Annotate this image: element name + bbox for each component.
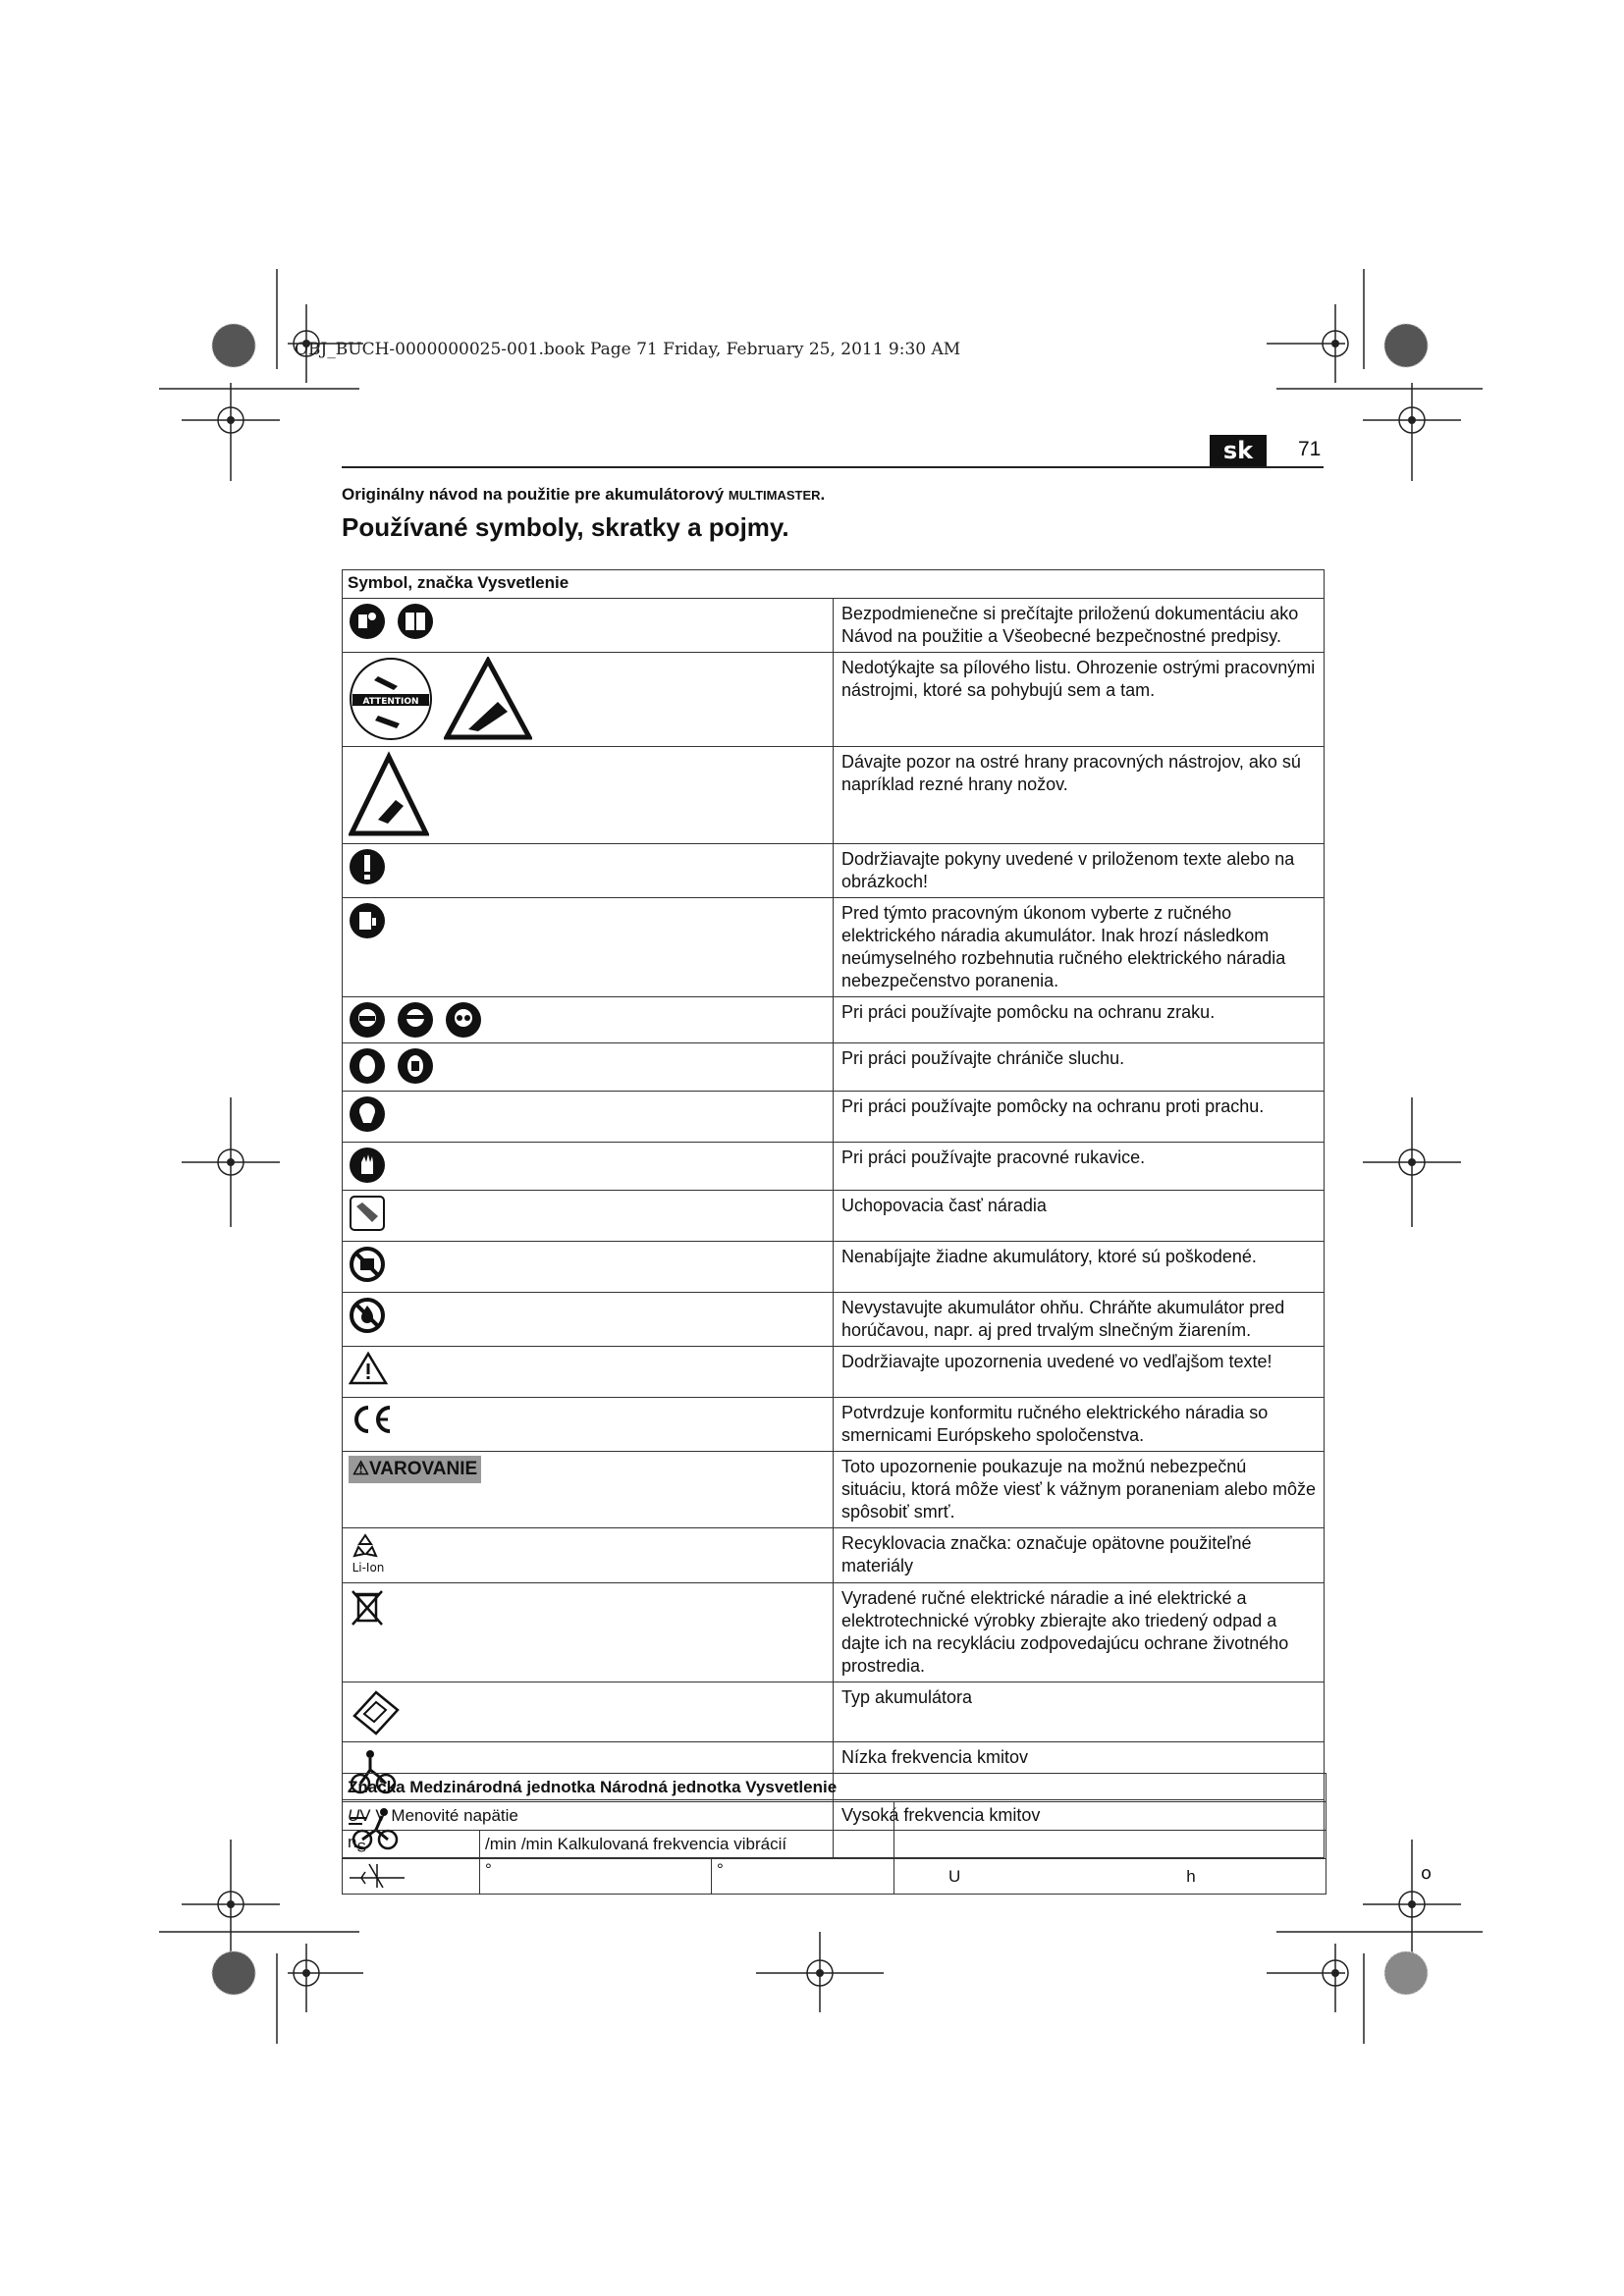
no-damaged-battery-icon bbox=[349, 1246, 386, 1283]
table-row bbox=[343, 747, 1325, 844]
table-row bbox=[343, 997, 1325, 1043]
symbol-description: Dávajte pozor na ostré hrany pracovných nástrojov, ako sú napríklad rezné hrany nožov. bbox=[834, 747, 1325, 844]
icon-cell bbox=[343, 1143, 834, 1191]
voltage-rest: V V Menovité napätie bbox=[359, 1806, 518, 1825]
symbol-description: Potvrdzuje konformitu ručného elektrického náradia so smernicami Európskeho spoločenstva. bbox=[834, 1398, 1325, 1452]
read-manual-icon bbox=[349, 603, 386, 640]
attention-blade-icon bbox=[349, 657, 433, 741]
table-row bbox=[343, 1859, 1326, 1895]
page-title: Používané symboly, skratky a pojmy. bbox=[342, 512, 789, 542]
empty-cell bbox=[894, 1831, 1326, 1859]
icon-cell bbox=[343, 1398, 834, 1452]
varovanie-label-icon: ⚠VAROVANIE bbox=[349, 1456, 481, 1483]
symbol-description: Toto upozornenie poukazuje na možnú nebezpečnú situáciu, ktorá môže viesť k vážnym poraneniam alebo môže spôsobiť smrť. bbox=[834, 1452, 1325, 1528]
goggles-icon bbox=[349, 1001, 386, 1039]
symbol-description: Pri práci používajte pomôcky na ochranu proti prachu. bbox=[834, 1092, 1325, 1143]
table-row bbox=[343, 1682, 1325, 1742]
sharp-tool-warning-icon bbox=[444, 657, 532, 741]
symbol-description: Dodržiavajte pokyny uvedené v priloženom texte alebo na obrázkoch! bbox=[834, 844, 1325, 898]
table-row bbox=[343, 1092, 1325, 1143]
table-row bbox=[343, 1242, 1325, 1293]
symbol-description: Typ akumulátora bbox=[834, 1682, 1325, 1742]
speed-symbol-sub: S bbox=[356, 1840, 366, 1856]
empty-cell bbox=[894, 1802, 1326, 1831]
symbol-description: Nevystavujte akumulátor ohňu. Chráňte akumulátor pred horúčavou, napr. aj pred trvalým slnečným žiarením. bbox=[834, 1293, 1325, 1347]
table-row bbox=[343, 1347, 1325, 1398]
symbol-description: Bezpodmienečne si prečítajte priloženú dokumentáciu ako Návod na použitie a Všeobecné bezpečnostné predpisy. bbox=[834, 599, 1325, 653]
symbol-table-header-cell: Symbol, značka Vysvetlenie bbox=[343, 570, 1325, 599]
remove-battery-icon bbox=[349, 902, 386, 939]
voltage-symbol: U bbox=[348, 1806, 360, 1825]
angle-h: h bbox=[1186, 1866, 1196, 1886]
symbol-description: Nízka frekvencia kmitov bbox=[834, 1742, 1325, 1800]
units-table-header bbox=[343, 1774, 1326, 1802]
ce-mark-icon bbox=[349, 1402, 394, 1437]
symbol-description: Pri práci používajte chrániče sluchu. bbox=[834, 1043, 1325, 1092]
icon-cell bbox=[343, 1583, 834, 1682]
exclamation-icon bbox=[349, 848, 386, 885]
symbol-description: Vysoká frekvencia kmitov bbox=[834, 1800, 1325, 1858]
table-row bbox=[343, 1191, 1325, 1242]
table-row bbox=[343, 898, 1325, 997]
ear-muffs-icon bbox=[397, 1047, 434, 1085]
angle-u: U bbox=[948, 1866, 961, 1886]
icon-cell bbox=[343, 1242, 834, 1293]
crossed-bin-icon bbox=[349, 1587, 386, 1629]
speed-symbol-cell bbox=[343, 1831, 480, 1859]
side-mark: o bbox=[1421, 1863, 1433, 1884]
grip-area-icon bbox=[349, 1195, 386, 1232]
symbol-description: Uchopovacia časť náradia bbox=[834, 1191, 1325, 1242]
subtitle-suffix: . bbox=[820, 485, 826, 504]
symbol-table bbox=[342, 569, 1325, 1858]
face-shield-icon bbox=[397, 1001, 434, 1039]
icon-cell bbox=[343, 1682, 834, 1742]
angle-icon-cell bbox=[343, 1859, 480, 1895]
symbol-description: Vyradené ručné elektrické náradie a iné elektrické a elektrotechnické výrobky zbierajte ako triedený odpad a dajte ich na recykláciu zodpovedajúcu ochrane životného prostredia. bbox=[834, 1583, 1325, 1682]
table-row bbox=[343, 1452, 1325, 1528]
symbol-description: Recyklovacia značka: označuje opätovne použiteľné materiály bbox=[834, 1528, 1325, 1583]
dust-mask-icon bbox=[349, 1095, 386, 1133]
icon-cell bbox=[343, 747, 834, 844]
li-ion-recycling-icon bbox=[349, 1532, 388, 1574]
symbol-description: Pri práci používajte pomôcku na ochranu zraku. bbox=[834, 997, 1325, 1043]
gloves-icon bbox=[349, 1147, 386, 1184]
manual-subtitle bbox=[342, 485, 825, 505]
icon-cell bbox=[343, 1092, 834, 1143]
table-row bbox=[343, 1398, 1325, 1452]
units-table bbox=[342, 1773, 1326, 1895]
angle-unit-national: ° bbox=[712, 1859, 894, 1895]
ear-protection-icon bbox=[349, 1047, 386, 1085]
icon-cell bbox=[343, 1347, 834, 1398]
table-row bbox=[343, 1802, 1326, 1831]
speed-symbol: n bbox=[348, 1833, 357, 1852]
table-row bbox=[343, 1528, 1325, 1583]
language-badge: sk bbox=[1210, 435, 1267, 466]
product-name: MULTIMASTER bbox=[728, 488, 821, 503]
table-row bbox=[343, 1143, 1325, 1191]
table-row bbox=[343, 1831, 1326, 1859]
icon-cell bbox=[343, 653, 834, 747]
table-row bbox=[343, 599, 1325, 653]
safety-glasses-icon bbox=[445, 1001, 482, 1039]
sharp-edges-warning-icon bbox=[349, 751, 429, 839]
angle-unit-intl: ° bbox=[480, 1859, 712, 1895]
table-row bbox=[343, 1293, 1325, 1347]
icon-cell bbox=[343, 1043, 834, 1092]
icon-cell bbox=[343, 599, 834, 653]
symbol-description: Pri práci používajte pracovné rukavice. bbox=[834, 1143, 1325, 1191]
angle-description-cell bbox=[894, 1859, 1326, 1895]
speed-description: /min /min Kalkulovaná frekvencia vibrácií bbox=[480, 1831, 894, 1859]
units-row-voltage bbox=[343, 1802, 894, 1831]
header-rule bbox=[342, 466, 1324, 468]
symbol-table-header bbox=[343, 570, 1325, 599]
units-header-cell: Značka Medzinárodná jednotka Národná jednotka Vysvetlenie bbox=[343, 1774, 1326, 1802]
manual-book-icon bbox=[397, 603, 434, 640]
symbol-description: Dodržiavajte upozornenia uvedené vo vedľajšom texte! bbox=[834, 1347, 1325, 1398]
table-row bbox=[343, 1043, 1325, 1092]
symbol-description: Nedotýkajte sa pílového listu. Ohrozenie ostrými pracovnými nástrojmi, ktoré sa pohybujú sem a tam. bbox=[834, 653, 1325, 747]
no-fire-battery-icon bbox=[349, 1297, 386, 1334]
battery-type-icon bbox=[349, 1686, 404, 1737]
icon-cell bbox=[343, 1293, 834, 1347]
symbol-description: Nenabíjajte žiadne akumulátory, ktoré sú poškodené. bbox=[834, 1242, 1325, 1293]
symbol-description: Pred týmto pracovným úkonom vyberte z ručného elektrického náradia akumulátor. Inak hrozí následkom neúmyselného rozbehnutia ručného elektrického náradia nebezpečenstvo poranenia. bbox=[834, 898, 1325, 997]
icon-cell bbox=[343, 898, 834, 997]
svg-text:ATTENTION: ATTENTION bbox=[362, 697, 419, 707]
page-number: 71 bbox=[1298, 438, 1322, 460]
file-header: OBJ_BUCH-0000000025-001.book Page 71 Friday, February 25, 2011 9:30 AM bbox=[295, 340, 961, 359]
li-ion-label: Li-Ion bbox=[352, 1561, 385, 1575]
table-row bbox=[343, 844, 1325, 898]
icon-cell bbox=[343, 1191, 834, 1242]
varovanie-label-text: VAROVANIE bbox=[369, 1459, 478, 1479]
table-row bbox=[343, 653, 1325, 747]
warning-triangle-icon bbox=[349, 1351, 388, 1386]
subtitle-prefix: Originálny návod na použitie pre akumulátorový bbox=[342, 485, 729, 504]
icon-cell bbox=[343, 844, 834, 898]
icon-cell bbox=[343, 1528, 834, 1583]
icon-cell bbox=[343, 1452, 834, 1528]
swing-angle-icon bbox=[348, 1860, 406, 1888]
table-row bbox=[343, 1583, 1325, 1682]
icon-cell bbox=[343, 997, 834, 1043]
